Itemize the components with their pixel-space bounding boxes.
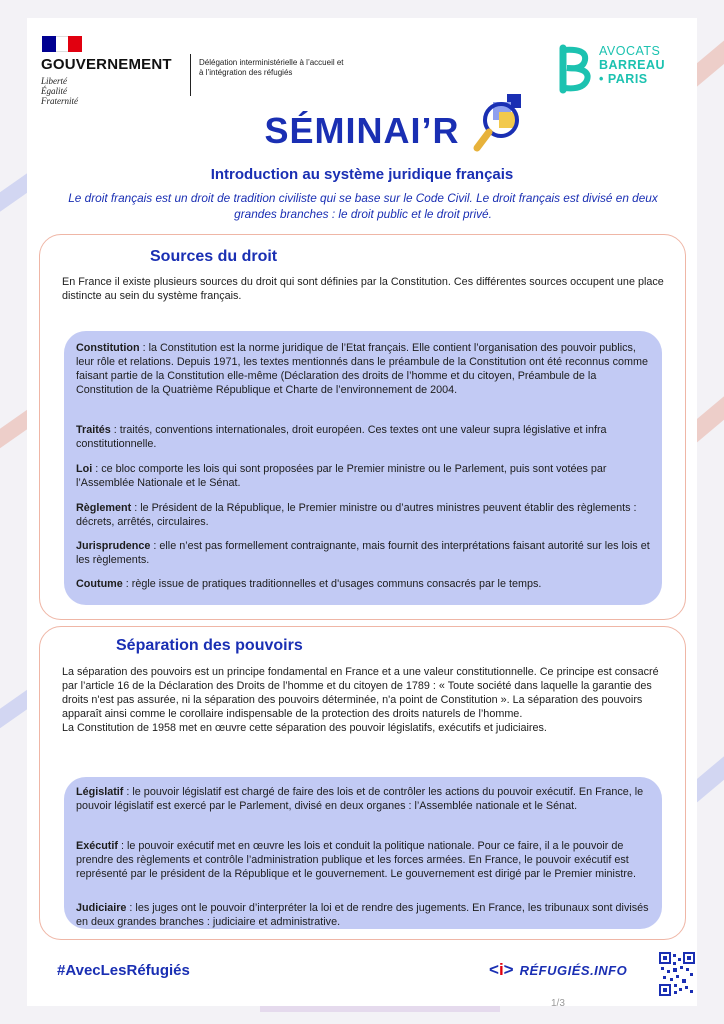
list-item <box>76 539 652 567</box>
title-row <box>27 110 697 152</box>
item-text: : les juges ont le pouvoir d’interpréter la loi et de rendre des jugements. En France, les tribunaux sont divisés en deux grandes branches : judiciaire et administrative. <box>76 902 649 928</box>
section-title: Sources du droit <box>150 248 278 265</box>
sources-list-box <box>64 331 662 605</box>
list-item <box>76 423 652 451</box>
government-title: GOUVERNEMENT <box>41 56 172 73</box>
avocats-text <box>599 44 665 86</box>
section-intro-paragraph: La séparation des pouvoirs est un principe fondamental en France et a une valeur constitutionnelle. Ce principe est consacré par l’article 16 de la Déclaration des Droits de l’homme et du citoyen de 1789 : « Toute société dans laquelle la garantie des droits n'est pas assurée, ni la séparation des pouvoirs déterminée, n'a point de Constitution ». La séparation des pouvoirs apparaît ainsi comme le corollaire indispensable de la protection des droits naturels de l’homme. <box>62 666 659 720</box>
magnifier-icon <box>471 92 535 163</box>
item-text: : le Président de la République, le Premier ministre ou d’autres ministres peuvent établir des règlements : décrets, arrêtés, circulaires. <box>76 502 637 528</box>
list-item <box>76 785 652 813</box>
item-term: Loi <box>76 463 93 475</box>
refugies-info-logo <box>489 960 627 980</box>
list-item <box>76 341 652 397</box>
qr-code-icon <box>659 952 695 1001</box>
section-title: Séparation des pouvoirs <box>116 637 303 654</box>
powers-list-box <box>64 777 662 929</box>
barreau-paris-b-icon <box>557 44 593 94</box>
motto-fraternite: Fraternité <box>41 96 78 106</box>
section-intro-paragraph: La Constitution de 1958 met en œuvre cette séparation des pouvoir législatifs, exécutifs et judiciaires. <box>62 722 547 734</box>
government-logo <box>41 36 172 106</box>
section-intro <box>62 665 670 735</box>
item-text: : ce bloc comporte les lois qui sont proposées par le Premier ministre ou le Parlement, puis sont votées par l’Assemblée Nationale et le Sénat. <box>76 463 607 489</box>
header-divider <box>190 54 191 96</box>
item-term: Exécutif <box>76 840 119 852</box>
list-item <box>76 901 652 929</box>
list-item <box>76 501 652 529</box>
item-term: Coutume <box>76 578 123 590</box>
item-term: Jurisprudence <box>76 540 151 552</box>
avocats-line-1: AVOCATS <box>599 44 661 58</box>
section-intro: En France il existe plusieurs sources du droit qui sont définies par la Constitution. Ces différentes sources occupent une place distincte au sein du système français. <box>62 276 664 302</box>
section-sources-du-droit <box>39 234 686 620</box>
motto-liberte: Liberté <box>41 76 67 86</box>
hashtag: #AvecLesRéfugiés <box>57 962 190 979</box>
item-text: : traités, conventions internationales, droit européen. Ces textes ont une valeur supra législative et infra constitutionnelle. <box>76 424 607 450</box>
item-text: : le pouvoir exécutif met en œuvre les lois et conduit la politique nationale. Pour ce faire, il a le pouvoir de prendre des règlements et contrôle l’administration publique et les forces armées. En France, le pouvoir exécutif est représenté par le président de la République et le gouvernement. Le gouvernement est dirigé par le Premier ministre. <box>76 840 636 880</box>
list-item <box>76 577 652 591</box>
subtitle: Introduction au système juridique français <box>210 166 514 183</box>
avocats-line-2: BARREAU <box>599 58 665 72</box>
item-term: Constitution <box>76 342 140 354</box>
page-title: SÉMINAI’R <box>264 110 460 151</box>
document-page <box>27 18 697 1009</box>
item-term: Judiciaire <box>76 902 127 914</box>
item-text: : le pouvoir législatif est chargé de faire des lois et de contrôler les actions du pouvoir exécutif. En France, le pouvoir législatif est exercé par le Parlement, divisé en deux organes : l’Assemblée nationale et le Sénat. <box>76 786 644 812</box>
item-text: : règle issue de pratiques traditionnelles et d'usages communs consacrés par le temps. <box>122 578 542 590</box>
item-text: : elle n’est pas formellement contraignante, mais fournit des interprétations faisant autorité sur les lois et les règlements. <box>76 540 650 566</box>
refugies-info-text: RÉFUGIÉS.INFO <box>519 962 628 978</box>
section-separation-des-pouvoirs <box>39 626 686 940</box>
delegation-name: Délégation interministérielle à l’accueil et à l’intégration des réfugiés <box>199 58 344 77</box>
republic-motto <box>41 76 172 106</box>
motto-egalite: Égalité <box>41 86 67 96</box>
item-text: : la Constitution est la norme juridique de l’Etat français. Elle contient l’organisation des pouvoir publics, leur rôle et relations. Depuis 1971, les textes mentionnés dans le préambule de la Constitution ont été reconnus comme faisant partie de la Constitution elle-même (Déclaration des droits de l’homme et du citoyen, Préambule de la Constitution de la Quatrième République et Charte de l’environnement de 2004. <box>76 342 648 396</box>
item-term: Législatif <box>76 786 124 798</box>
refugies-info-mark-icon: <i> <box>489 960 514 979</box>
item-term: Traités <box>76 424 111 436</box>
marianne-flag-icon <box>42 36 82 52</box>
page-number: 1/3 <box>551 998 565 1009</box>
list-item <box>76 839 652 881</box>
intro-text: Le droit français est un droit de tradition civiliste qui se base sur le Code Civil. Le droit français est divisé en deux grandes branches : le droit public et le droit privé. <box>68 191 658 221</box>
avocats-barreau-paris-logo <box>557 44 665 94</box>
item-term: Règlement <box>76 502 132 514</box>
list-item <box>76 462 652 490</box>
avocats-line-3: • PARIS <box>599 72 648 86</box>
